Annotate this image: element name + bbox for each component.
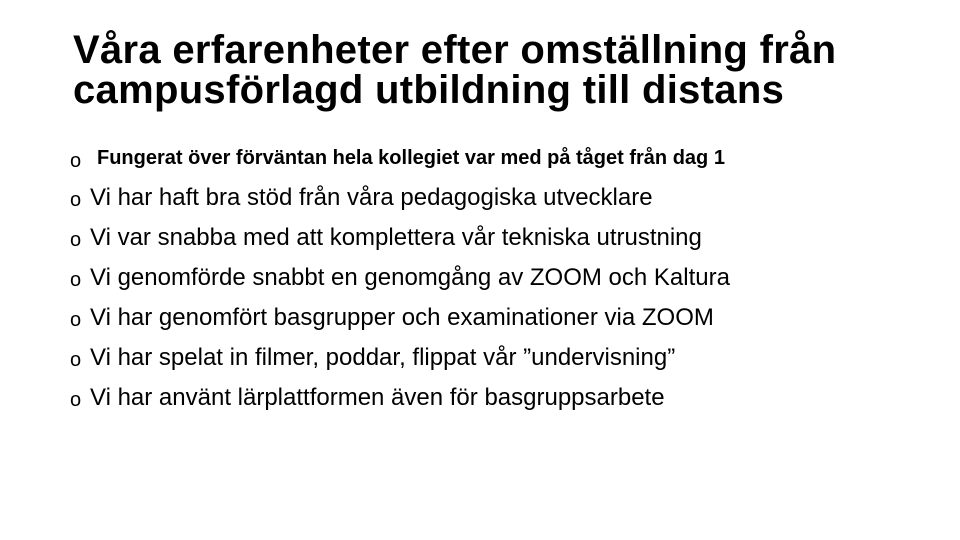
- bullet-marker: o: [70, 389, 82, 411]
- bullet-text: Fungerat över förväntan hela kollegiet var med på tåget från dag 1: [97, 147, 725, 169]
- bullet-marker: o: [70, 309, 82, 331]
- bullet-item: [70, 304, 950, 332]
- bullet-text: Vi har haft bra stöd från våra pedagogiska utvecklare: [90, 184, 653, 211]
- bullet-marker: o: [70, 229, 82, 251]
- bullet-item: [70, 384, 950, 412]
- bullet-item: [70, 145, 950, 172]
- bullet-item: [70, 344, 950, 372]
- bullet-marker: o: [70, 269, 82, 291]
- bullet-text: Vi har använt lärplattformen även för basgruppsarbete: [90, 384, 665, 411]
- bullet-item: [70, 224, 950, 252]
- bullet-item: [70, 184, 950, 212]
- slide-title: Våra erfarenheter efter omställning från campusförlagd utbildning till distans: [73, 28, 837, 112]
- bullet-text: Vi genomförde snabbt en genomgång av ZOOM och Kaltura: [90, 264, 730, 291]
- bullet-marker: o: [70, 189, 82, 211]
- bullet-text: Vi var snabba med att komplettera vår tekniska utrustning: [90, 224, 702, 251]
- bullet-list: [70, 145, 950, 424]
- bullet-marker: o: [70, 150, 82, 172]
- bullet-text: Vi har spelat in filmer, poddar, flippat vår ”undervisning”: [90, 344, 676, 371]
- bullet-text: Vi har genomfört basgrupper och examinationer via ZOOM: [90, 304, 714, 331]
- bullet-marker: o: [70, 349, 82, 371]
- bullet-item: [70, 264, 950, 292]
